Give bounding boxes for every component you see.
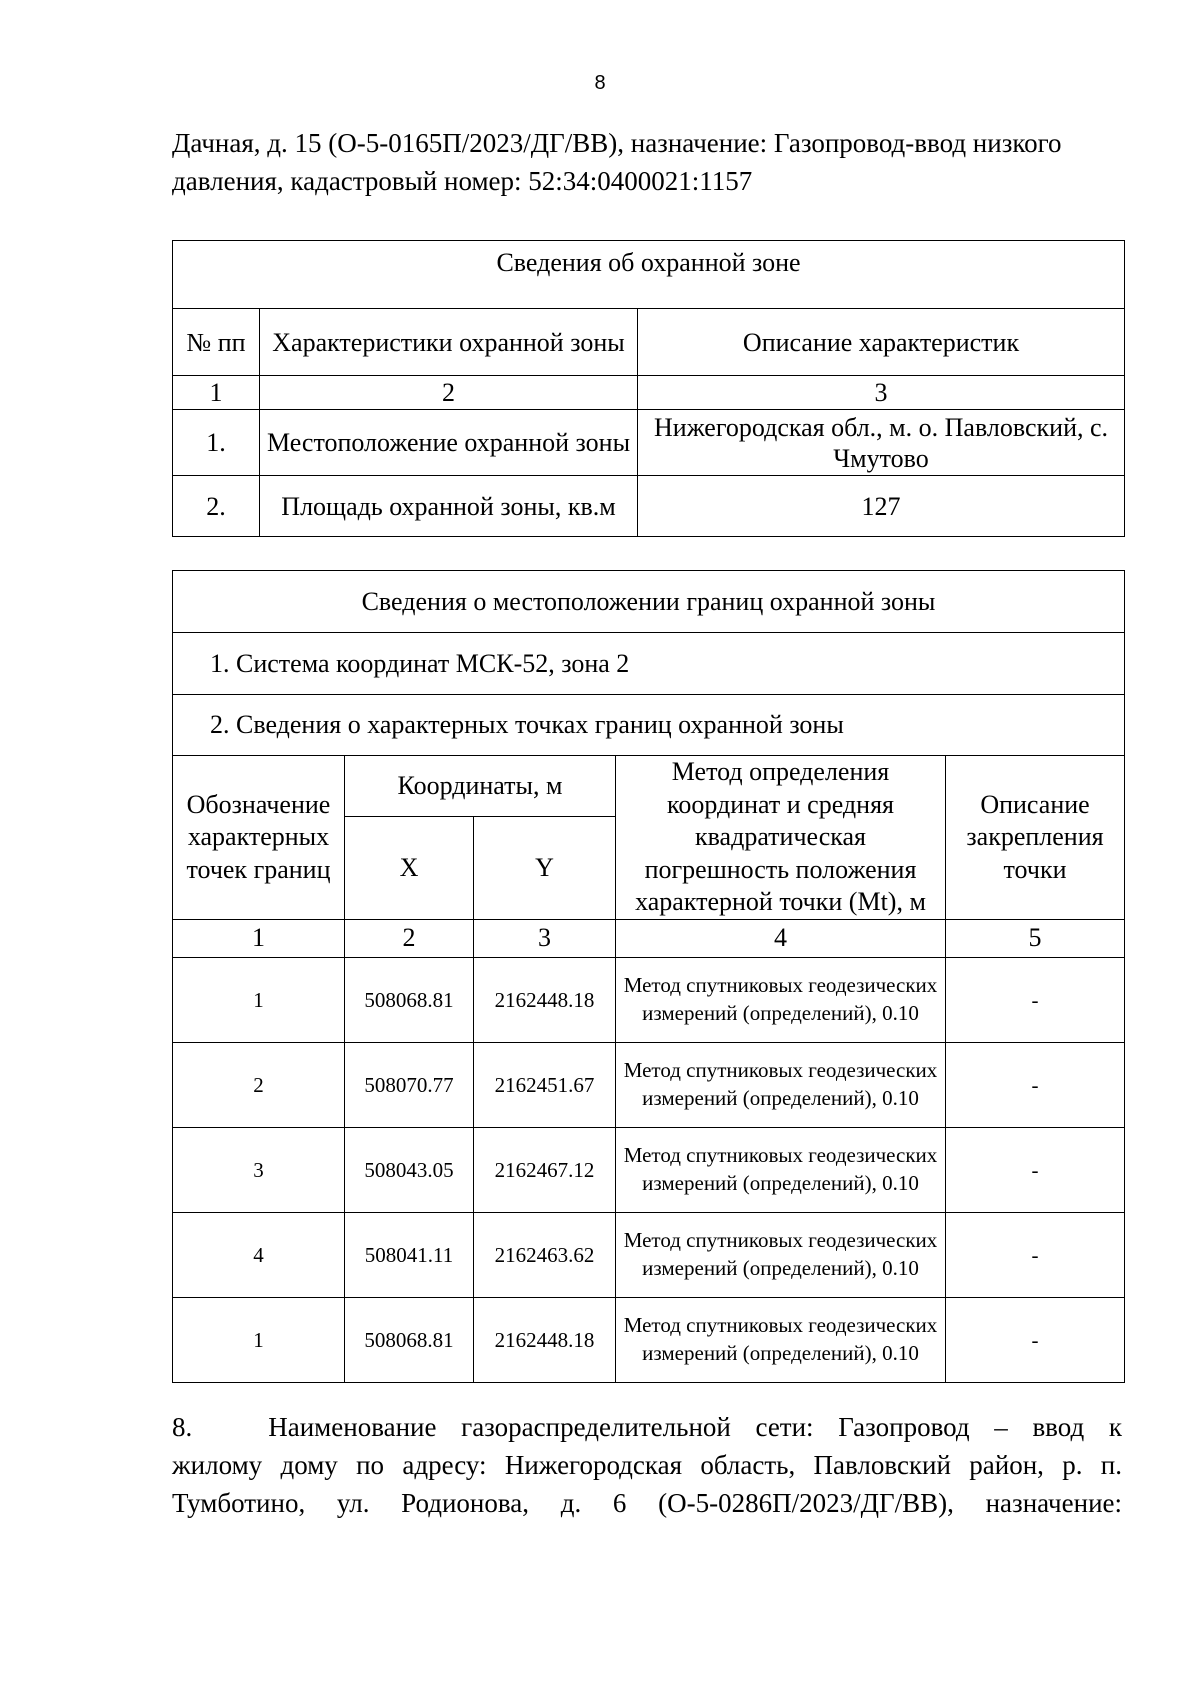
protection-zone-table <box>172 240 1125 537</box>
point-method: Метод спутниковых геодезических измерений (определений), 0.10 <box>616 957 946 1042</box>
point-method: Метод спутниковых геодезических измерений (определений), 0.10 <box>616 1297 946 1382</box>
header-y: Y <box>474 817 616 919</box>
col-number-1: 1 <box>173 919 345 957</box>
points-title: 2. Сведения о характерных точках границ охранной зоны <box>173 695 1125 756</box>
point-fixing: - <box>946 1297 1125 1382</box>
page-number: 8 <box>594 72 606 94</box>
intro-line-2: давления, кадастровый номер: 52:34:0400021:1157 <box>172 166 753 196</box>
intro-line-1: Дачная, д. 15 (О-5-0165П/2023/ДГ/ВВ), назначение: Газопровод-ввод низкого <box>172 128 1062 158</box>
header-designation: Обозначение характерных точек границ <box>173 756 345 920</box>
header-fixing: Описание закрепления точки <box>946 756 1125 920</box>
table-row <box>173 957 1125 1042</box>
point-x: 508068.81 <box>345 957 474 1042</box>
point-designation: 1 <box>173 1297 345 1382</box>
boundary-location-table <box>172 570 1125 1383</box>
row-characteristic: Площадь охранной зоны, кв.м <box>260 476 638 537</box>
point-method: Метод спутниковых геодезических измерений (определений), 0.10 <box>616 1042 946 1127</box>
point-method: Метод спутниковых геодезических измерений (определений), 0.10 <box>616 1212 946 1297</box>
header-x: X <box>345 817 474 919</box>
intro-paragraph <box>172 124 1122 200</box>
row-characteristic: Местоположение охранной зоны <box>260 410 638 476</box>
table-row <box>173 476 1125 537</box>
point-x: 508068.81 <box>345 1297 474 1382</box>
row-value: Нижегородская обл., м. о. Павловский, с. Чмутово <box>638 410 1125 476</box>
table-row <box>173 1127 1125 1212</box>
outro-line-3: Тумботино, ул. Родионова, д. 6 (О-5-0286П/2023/ДГ/ВВ), назначение: <box>172 1488 1122 1518</box>
col-number-5: 5 <box>946 919 1125 957</box>
header-description: Описание характеристик <box>638 309 1125 376</box>
header-coordinates: Координаты, м <box>345 756 616 817</box>
point-x: 508043.05 <box>345 1127 474 1212</box>
outro-line-2: жилому дому по адресу: Нижегородская область, Павловский район, р. п. <box>172 1450 1122 1480</box>
point-y: 2162467.12 <box>474 1127 616 1212</box>
point-designation: 4 <box>173 1212 345 1297</box>
table-row <box>173 410 1125 476</box>
table-row <box>173 1212 1125 1297</box>
row-num: 2. <box>173 476 260 537</box>
point-method: Метод спутниковых геодезических измерений (определений), 0.10 <box>616 1127 946 1212</box>
protection-zone-table-title: Сведения об охранной зоне <box>173 241 1125 309</box>
boundary-table-title: Сведения о местоположении границ охранной зоны <box>173 571 1125 633</box>
point-fixing: - <box>946 1042 1125 1127</box>
header-num: № пп <box>173 309 260 376</box>
outro-line-1-text: Наименование газораспределительной сети: Газопровод – ввод к <box>268 1412 1122 1442</box>
coordinate-system: 1. Система координат МСК-52, зона 2 <box>173 633 1125 695</box>
row-num: 1. <box>173 410 260 476</box>
col-number-2: 2 <box>260 376 638 410</box>
point-fixing: - <box>946 1127 1125 1212</box>
point-fixing: - <box>946 957 1125 1042</box>
point-designation: 1 <box>173 957 345 1042</box>
point-x: 508041.11 <box>345 1212 474 1297</box>
table-row <box>173 1042 1125 1127</box>
point-y: 2162448.18 <box>474 1297 616 1382</box>
point-designation: 2 <box>173 1042 345 1127</box>
outro-paragraph <box>172 1408 1122 1522</box>
point-y: 2162451.67 <box>474 1042 616 1127</box>
header-method: Метод определения координат и средняя квадратическая погрешность положения характерной точки (Mt), м <box>616 756 946 920</box>
col-number-1: 1 <box>173 376 260 410</box>
point-y: 2162463.62 <box>474 1212 616 1297</box>
row-value: 127 <box>638 476 1125 537</box>
table-row <box>173 1297 1125 1382</box>
col-number-4: 4 <box>616 919 946 957</box>
col-number-3: 3 <box>638 376 1125 410</box>
col-number-3: 3 <box>474 919 616 957</box>
point-designation: 3 <box>173 1127 345 1212</box>
header-characteristics: Характеристики охранной зоны <box>260 309 638 376</box>
point-y: 2162448.18 <box>474 957 616 1042</box>
item-number: 8. <box>172 1412 193 1442</box>
col-number-2: 2 <box>345 919 474 957</box>
point-x: 508070.77 <box>345 1042 474 1127</box>
point-fixing: - <box>946 1212 1125 1297</box>
outro-line-1 <box>172 1408 1122 1446</box>
